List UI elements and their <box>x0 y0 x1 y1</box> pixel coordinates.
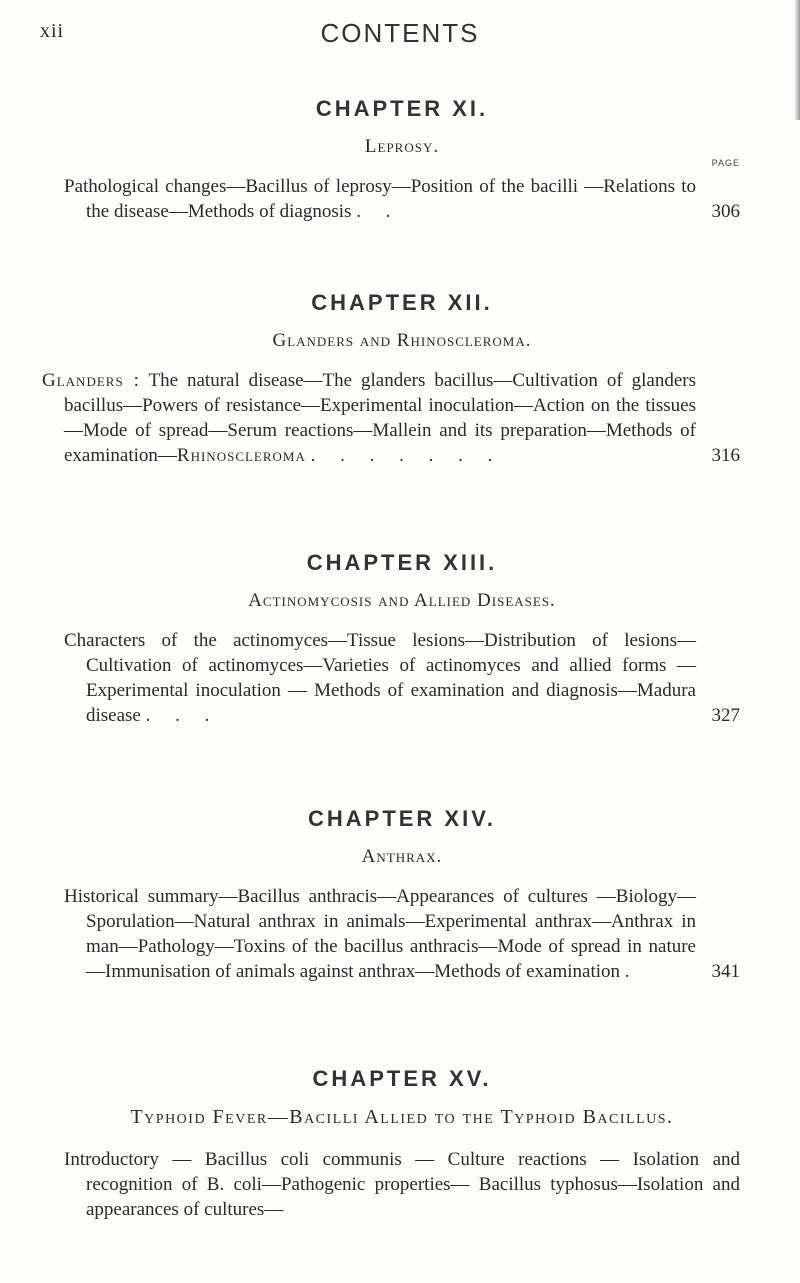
contents-entry <box>64 1147 740 1222</box>
entry-text: Pathological changes—Bacillus of leprosy—Position of the bacilli —Relations to the disease—Methods of diagnosis <box>64 176 696 222</box>
chapter-15 <box>64 1066 740 1222</box>
chapter-heading: CHAPTER XI. <box>315 96 489 121</box>
chapter-subtitle: Leprosy. <box>364 136 440 157</box>
chapter-subtitle: Actinomycosis and Allied Diseases. <box>248 590 556 611</box>
chapter-heading: CHAPTER XIV. <box>307 806 496 831</box>
page-number: xii <box>40 20 65 42</box>
entry-text: Characters of the actinomyces—Tissue lesions—Distribution of lesions—Cultivation of actinomyces—Varieties of actinomyces and allied forms — Experimental inoculation — Methods of examination and diagnosis—Madura disease <box>64 630 696 726</box>
contents-entry <box>64 628 740 728</box>
chapter-subtitle: Typhoid Fever—Bacilli Allied to the Typhoid Bacillus. <box>130 1106 674 1128</box>
entry-page-number: 316 <box>711 445 740 466</box>
entry-tail: Rhinoscleroma <box>176 445 306 466</box>
entry-lead-in: Glanders : <box>42 370 140 391</box>
contents-entry <box>42 368 740 468</box>
entry-page-number: 306 <box>711 201 740 222</box>
dot-leaders: . . <box>356 201 401 222</box>
chapter-heading: CHAPTER XIII. <box>306 550 498 575</box>
chapter-heading: CHAPTER XII. <box>311 290 493 315</box>
dot-leaders: . <box>624 961 640 982</box>
page-edge-shadow <box>794 0 800 120</box>
entry-page-number: 341 <box>711 961 740 982</box>
contents-entry <box>64 884 740 984</box>
running-title: CONTENTS <box>320 18 480 48</box>
chapter-11 <box>64 96 740 224</box>
entry-page-number: 327 <box>711 705 740 726</box>
chapter-12 <box>42 290 740 468</box>
contents-entry <box>64 174 740 224</box>
chapter-heading: CHAPTER XV. <box>312 1066 492 1091</box>
running-head <box>40 14 760 48</box>
dot-leaders: . . . <box>145 705 220 726</box>
dot-leaders: . . . . . . . <box>310 445 503 466</box>
entry-text: The natural disease—The glanders bacillus—Cultivation of glanders bacillus—Powers of resistance—Experimental inoculation—Action on the tissues—Mode of spread—Serum reactions—Mallein and its preparation—Methods of examination— <box>64 370 696 466</box>
entry-text: Historical summary—Bacillus anthracis—Appearances of cultures —Biology—Sporulation—Natural anthrax in animals—Experimental anthrax—Anthrax in man—Pathology—Toxins of the bacillus anthracis—Mode of spread in nature—Immunisation of animals against anthrax—Methods of examination <box>64 886 696 982</box>
chapter-subtitle: Glanders and Rhinoscleroma. <box>272 330 532 351</box>
chapter-13 <box>64 550 740 728</box>
chapter-14 <box>64 806 740 984</box>
page-column-label: PAGE <box>711 158 740 168</box>
chapter-subtitle: Anthrax. <box>361 846 443 867</box>
entry-text: Introductory — Bacillus coli communis — Culture reactions — Isolation and recognition of B. coli—Pathogenic properties— Bacillus typhosus—Isolation and appearances of cultures— <box>64 1149 740 1220</box>
